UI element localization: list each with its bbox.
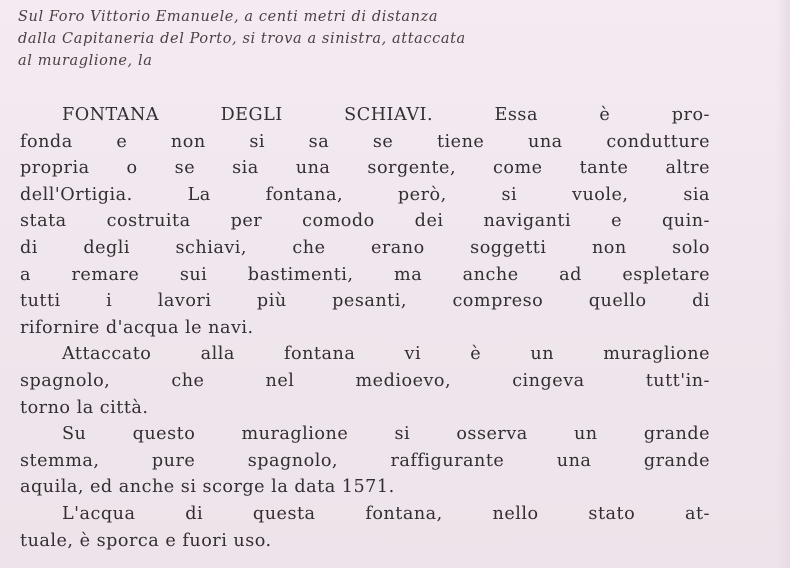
intro-line: dalla Capitaneria del Porto, si trova a sinistra, attaccata	[18, 31, 466, 47]
text-line: rifornire d'acqua le navi.	[20, 317, 254, 338]
intro-line: Sul Foro Vittorio Emanuele, a centi metri di distanza	[18, 9, 439, 25]
paragraph-stemma	[20, 421, 710, 501]
intro-italic-text	[18, 6, 718, 72]
text-line: propria o se sia una sorgente, come tante altre	[20, 158, 710, 179]
text-line: Su questo muraglione si osserva un grande	[62, 424, 710, 445]
text-line: a remare sui bastimenti, ma anche ad espletare	[20, 264, 710, 285]
text-line: torno la città.	[20, 397, 149, 418]
text-line: L'acqua di questa fontana, nello stato at-	[62, 503, 710, 524]
text-line: dell'Ortigia. La fontana, però, si vuole, sia	[20, 184, 710, 205]
text-line: spagnolo, che nel medioevo, cingeva tutt'in-	[20, 370, 710, 391]
paragraph-fontana	[20, 102, 710, 341]
text-line: tutti i lavori più pesanti, compreso quello di	[20, 291, 710, 312]
text-line: aquila, ed anche si scorge la data 1571.	[20, 477, 395, 498]
paragraph-acqua	[20, 501, 710, 554]
text-line: Attaccato alla fontana vi è un muraglione	[62, 344, 710, 365]
text-line: tuale, è sporca e fuori uso.	[20, 530, 272, 551]
text-line: stata costruita per comodo dei naviganti e quin-	[20, 211, 710, 232]
text-line: fonda e non si sa se tiene una condutture	[20, 131, 710, 152]
page-edge-shade	[776, 0, 790, 568]
text-line: di degli schiavi, che erano soggetti non solo	[20, 237, 710, 258]
intro-line: al muraglione, la	[18, 53, 153, 69]
text-line: stemma, pure spagnolo, raffigurante una grande	[20, 450, 710, 471]
paragraph-muraglione	[20, 341, 710, 421]
body-text	[20, 102, 710, 554]
text-line: FONTANA DEGLI SCHIAVI. Essa è pro-	[62, 105, 710, 125]
